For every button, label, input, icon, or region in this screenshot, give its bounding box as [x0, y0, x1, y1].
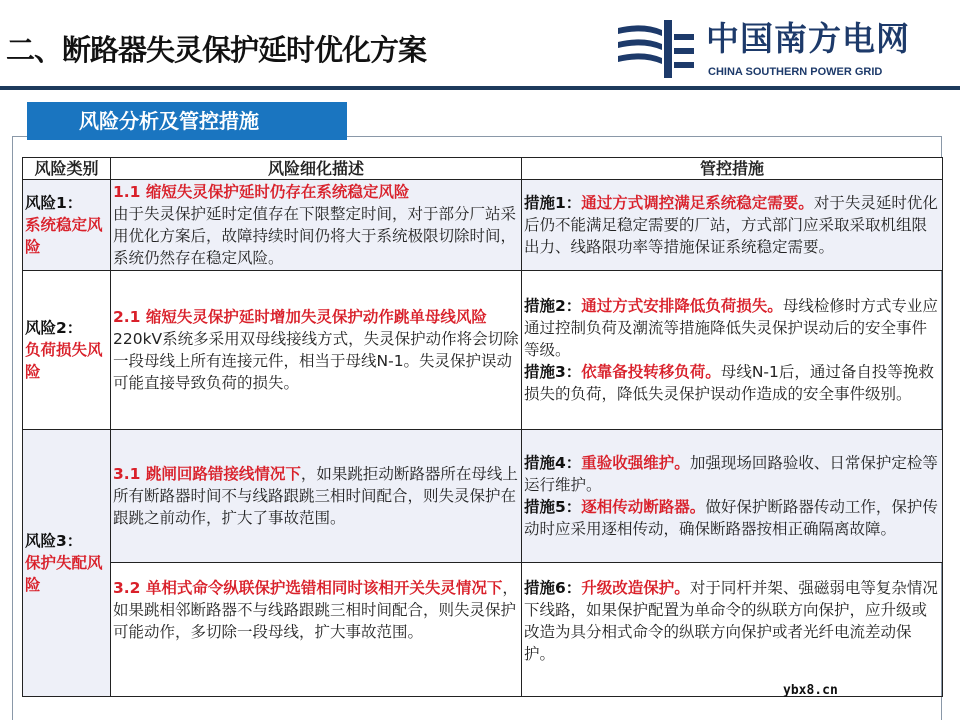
logo-text-cn: 中国南方电网	[706, 19, 910, 58]
logo-text-en: CHINA SOUTHERN POWER GRID	[708, 66, 883, 78]
risk-category: 风险2： 负荷损失风险	[23, 271, 111, 430]
logo-mark-icon	[618, 20, 696, 78]
table-row	[23, 271, 943, 430]
risk-description: 2.1 缩短失灵保护延时增加失灵保护动作跳单母线风险 220kV系统多采用双母线接线方式，失灵保护动作将会切除一段母线上所有连接元件，相当于母线N-1。失灵保护误动可能直接导致负荷的损失。	[111, 271, 522, 430]
header-category: 风险类别	[23, 158, 111, 180]
control-measure: 措施4：重验收强维护。加强现场回路验收、日常保护定检等运行维护。 措施5：逐相传动断路器。做好保护断路器传动工作，保护传动时应采用逐相传动，确保断路器按相正确隔离故障。	[522, 430, 943, 563]
risk-category: 风险3： 保护失配风险	[23, 430, 111, 697]
company-logo	[618, 20, 954, 82]
header-measures: 管控措施	[522, 158, 943, 180]
table-header-row	[23, 158, 943, 180]
risk-description: 3.2 单相式命令纵联保护选错相同时该相开关失灵情况下，如果跳相邻断路器不与线路跟跳三相时间配合，则失灵保护可能动作，多切除一段母线，扩大事故范围。	[111, 563, 522, 697]
header-divider	[0, 86, 960, 90]
risk-category: 风险1： 系统稳定风险	[23, 180, 111, 271]
watermark: ybx8.cn	[783, 683, 838, 698]
control-measure: 措施2：通过方式安排降低负荷损失。母线检修时方式专业应通过控制负荷及潮流等措施降低失灵保护误动后的安全事件等级。 措施3：依靠备投转移负荷。母线N-1后，通过备自投等挽救损失的负荷，降低失灵保护误动作造成的安全事件级别。	[522, 271, 943, 430]
control-measure: 措施6：升级改造保护。对于同杆并架、强磁弱电等复杂情况下线路，如果保护配置为单命令的纵联方向保护，应升级或改造为具分相式命令的纵联方向保护或者光纤电流差动保护。	[522, 563, 943, 697]
table-row	[23, 563, 943, 697]
risk-description: 3.1 跳闸回路错接线情况下，如果跳拒动断路器所在母线上所有断路器时间不与线路跟跳三相时间配合，则失灵保护在跟跳之前动作，扩大了事故范围。	[111, 430, 522, 563]
page-title: 二、断路器失灵保护延时优化方案	[6, 33, 427, 67]
risk-description: 1.1 缩短失灵保护延时仍存在系统稳定风险 由于失灵保护延时定值存在下限整定时间，对于部分厂站采用优化方案后，故障持续时间仍将大于系统极限切除时间，系统仍然存在稳定风险。	[111, 180, 522, 271]
section-tab: 风险分析及管控措施	[27, 102, 347, 140]
control-measure: 措施1：通过方式调控满足系统稳定需要。对于失灵延时优化后仍不能满足稳定需要的厂站，方式部门应采取采取机组限出力、线路限功率等措施保证系统稳定需要。	[522, 180, 943, 271]
header-description: 风险细化描述	[111, 158, 522, 180]
table-row	[23, 430, 943, 563]
table-row	[23, 180, 943, 271]
risk-table	[22, 157, 943, 697]
